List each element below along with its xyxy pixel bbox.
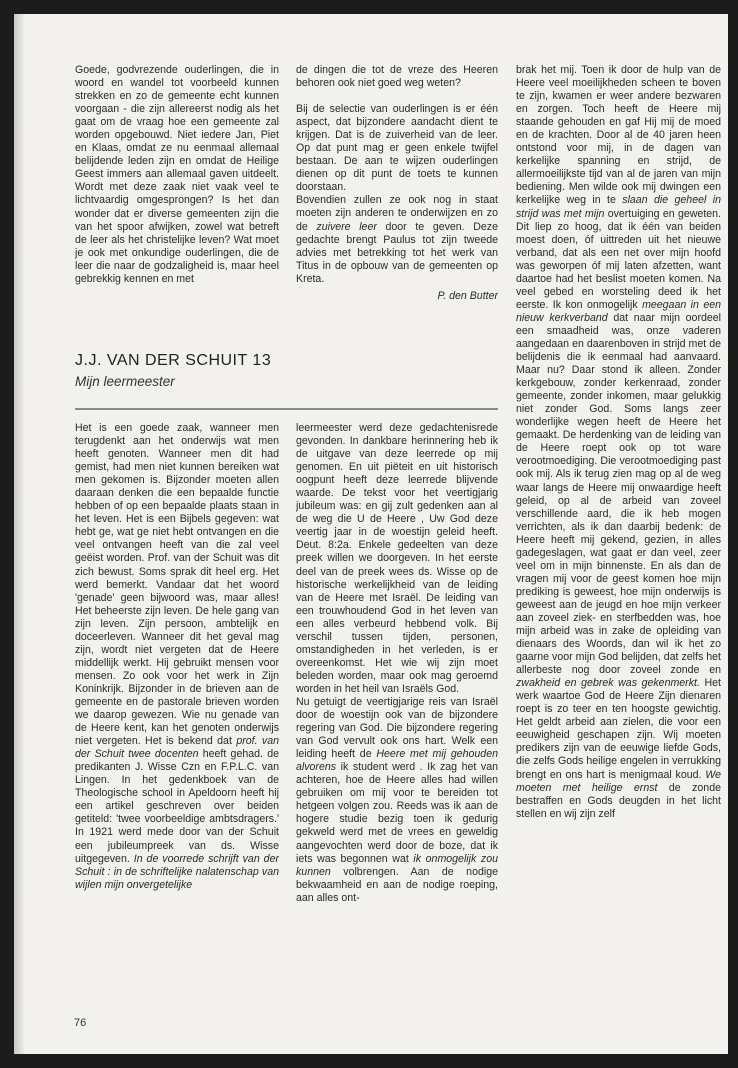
author-signature: P. den Butter	[437, 289, 498, 302]
paragraph: Het is een goede zaak, wanneer men terugdenkt aan het onderwijs wat men heeft genoten. Wanneer men dit had gemist, had men niet kunnen bereiken wat men gekomen is. Bijzonder moeten allen daaraan denken die een bepaalde functie hebben of op een bepaalde plaats staan in het leven. Het is een Bijbels gegeven: wat hebt ge, wat ge niet hebt ontvangen en die veel ontvangen heeft van die zal veel geëist worden. Prof. van der Schuit was dit zich bewust. Soms sprak dit heel erg. Het werd bemerkt. Vandaar dat het woord 'genade' geen bijwoord was, maar alles! Het beheerste zijn leven. De hele gang van zijn leven. Zijn persoon, ambtelijk en doceerleven. Wanneer dit het geval mag zijn, wordt niet vergeten dat de Heere middellijk werkt. Hij gebruikt mensen voor mensen. Zo ook voor het werk in Zijn Koninkrijk. Bijzonder in de brieven aan de gemeente en de pastorale brieven worden we daarop gewezen. Wie nu genade van de Heere kent, kan het genoten onderwijs niet vergeten. Het is bekend dat prof. van der Schuit twee docenten heeft gehad. de predikanten J. Wisse Czn en F.P.L.C. van Lingen. In het gedenkboek van de Theologische school in Apeldoorn heeft hij een artikel geschreven over beiden getiteld: 'twee voorbeeldige ambtsdragers.' In 1921 werd mede door van der Schuit een jubileumpreek van ds. Wisse uitgegeven. In de voorrede schrijft van der Schuit : in de schriftelijke nalatenschap van wijlen mijn onvergetelijke	[75, 422, 279, 891]
heading-divider	[75, 408, 498, 410]
paragraph: Goede, godvrezende ouderlingen, die in woord en wandel tot voorbeeld kunnen strekken en zo de gemeente echt kunnen voorgaan - die zijn allereerst nodig als het gaat om de vraag hoe een gemeente zal worden opgebouwd. Niet iedere Jan, Piet en Klaas, omdat ze nu eenmaal allemaal belijdende leden zijn en omdat de Heilige Geest immers aan allemaal gaven uitdeelt. Wordt met deze zaak niet vaak veel te lichtvaardig omgesprongen? Is het dan wonder dat er diverse gemeenten zijn die van het spoor afwijken, zowel wat betreft de leer als het christelijke leven? Wat moet je ook met onkundige ouderlingen, die de leer die naar de godzaligheid is, maar heel gebrekkig kennen en met	[75, 64, 279, 285]
paragraph: de dingen die tot de vreze des Heeren behoren ook niet goed weg weten?	[296, 64, 498, 90]
previous-article-column-2	[296, 64, 498, 354]
article-column-3	[516, 64, 721, 1054]
paragraph: Bij de selectie van ouderlingen is er één aspect, dat bijzondere aandacht dient te krijgen. Dat is de zuiverheid van de leer. Op dat punt mag er geen enkele twijfel bestaan. De aan te wijzen ouderlingen dienen op dit punt de toets te kunnen doorstaan. Bovendien zullen ze ook nog in staat moeten zijn anderen te onderwijzen en zo de zuivere leer door te geven. Deze gedachte brengt Paulus tot zijn tweede advies met betrekking tot het werk van Titus in de opbouw van de gemeenten op Kreta.	[296, 103, 498, 285]
article-subtitle: Mijn leermeester	[75, 374, 175, 389]
paragraph: brak het mij. Toen ik door de hulp van de Heere veel moeilijkheden scheen te boven te zijn, kwamen er weer andere bezwaren en zorgen. Toch heeft de Heere mij staande gehouden en gaf Hij mij de moed en de krachten. Door al de 40 jaren heen ontstond voor mij, in de dagen van kerkelijke spanning en strijd, de allermoeilijkste tijd van al de jaren van mijn bediening. Men wilde ook mij dwingen een kerkelijke weg in te slaan die geheel in strijd was met mijn overtuiging en geweten. Dit liep zo hoog, dat ik één van beiden moest doen, óf uittreden uit het nieuwe verband, dat als een net over mijn hoofd was geworpen óf mij laten afzetten, want daartoe had het beslist moeten komen. Na veel gebed en worsteling deed ik het eerste. Ik kon onmogelijk meegaan in een nieuw kerkverband dat naar mijn oordeel een smaadheid was, onze vaderen aangedaan en daarenboven in strijd met de belijdenis die ik eenmaal had aanvaard. Maar nu? Daar stond ik alleen. Zonder kerkgebouw, zonder kerkenraad, zonder gemeente, zonder inkomen, maar gelukkig niet zonder God. Soms langs zeer wonderlijke wegen heeft de Heere het gemaakt. De herdenking van de leiding van de Heere roept ook op tot ware verootmoediging. Die verootmoediging past ook mij. Als ik terug zien mag op al de weg waar langs de Heere mij onwaardige heeft geleid, op al de arbeid van zoveel verschillende aard, die ik heb mogen verrichten, als ik dan daarbij bedenk: de Heere heeft mij gekend, gezien, in alles gadegeslagen, wat gaat er dan veel, zeer veel om in mijn binnenste. En als dan de vragen mij voor de geest komen hoe mijn prediking is geweest, hoe mijn onderwijs is geweest aan de jeugd en hoe mijn verkeer aan zoveel ziek- en sterfbedden was, hoe mijn arbeid was in zake de opleiding van dienaars des Woords, dan wil ik het zo gaarne voor mijn God belijden, dat zelfs het allerbeste nog door zoveel zonde en zwakheid en gebrek was gekenmerkt. Het werk waartoe God de Heere Zijn dienaren roept is zo teer en ten hoogste gewichtig. Het geldt arbeid aan zielen, die voor een eeuwigheid geschapen zijn. Wij moeten predikers zijn van de eeuwige liefde Gods, die zelfs Gods heilige engelen in verrukking brengt en ons hart is menigmaal koud. We moeten met heilige ernst de zonde bestraffen en Gods deugden in het licht stellen en wij zijn zelf	[516, 64, 721, 820]
page-number: 76	[74, 1017, 87, 1029]
paragraph: Nu getuigt de veertigjarige reis van Israël door de woestijn ook van de bijzondere regering van God. Die bijzondere regering van God vervult ook ons hart. Welk een leiding heeft de Heere met mij gehouden alvorens ik student werd . Ik zag het van achteren, hoe de Heere alles had willen gebruiken om mij voor te bereiden tot hetgeen volgen zou. Reeds was ik aan de hogere studie bezig toen ik gedurig gekweld werd met de vrees en geweldig aangevochten werd door de boze, dat ik iets was begonnen wat ik onmogelijk zou kunnen volbrengen. Aan de nodige bekwaamheid en aan de nodige roeping, aan alles ont-	[296, 695, 498, 904]
article-column-2	[296, 422, 498, 990]
article-title: J.J. VAN DER SCHUIT 13	[75, 352, 272, 369]
article-heading	[75, 352, 495, 389]
page-spine-shadow	[14, 14, 24, 1054]
previous-article-column-1	[75, 64, 279, 354]
magazine-page	[14, 14, 728, 1054]
article-column-1	[75, 422, 279, 990]
paragraph: leermeester werd deze gedachtenisrede gevonden. In dankbare herinnering heb ik de uitgave van deze leerrede op mij genomen. En uit piëteit en uit historisch oogpunt heeft deze leerrede blijvende waarde. De tekst voor het veertigjarig jubileum was: en gij zult gedenken aan al de weg die U de Heere , Uw God deze veertig jaar in de woestijn geleid heeft. Deut. 8:2a. Enkele gedeelten van deze preek willen we doorgeven. In het eerste deel van de preek wees ds. Wisse op de historische werkelijkheid van de leiding van de Heere met Israël. De leiding van een trouwhoudend God in het leven van een alles verbeurd hebbend volk. Bij verschil tussen tijden, personen, omstandigheden in het verleden, is er overeenkomst. Het wie wij zijn moet beleden worden, maar ook mag geroemd worden in het heil van Israëls God.	[296, 422, 498, 695]
